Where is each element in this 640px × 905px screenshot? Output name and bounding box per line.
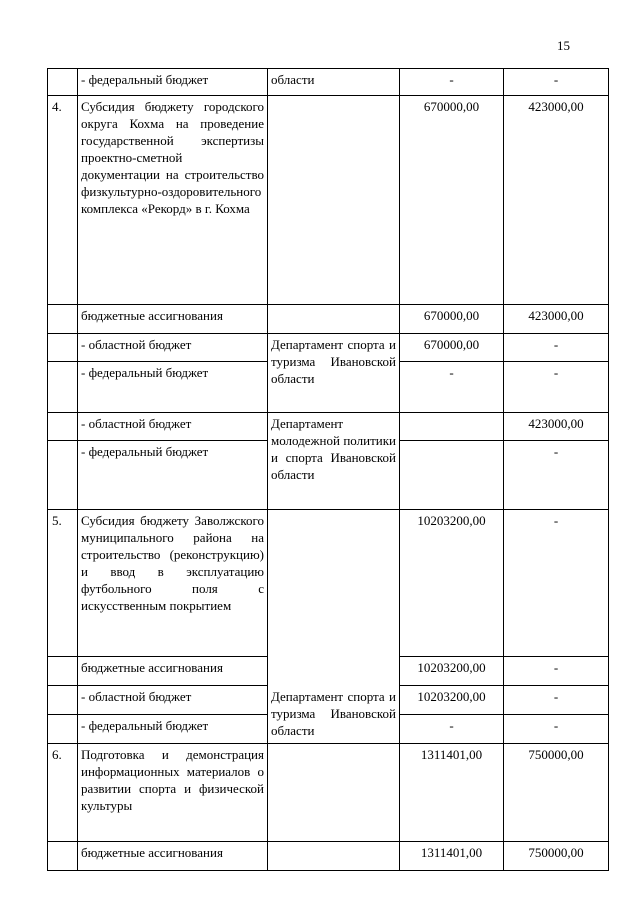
row-number-cell: 4. <box>48 96 78 305</box>
row-description-cell: Субсидия бюджету городского округа Кохма на проведение государственной экспертизы проектно-сметной документации на строительство физкультурно-оздоровительного комплекса «Рекорд» в г. Кохма <box>78 96 268 305</box>
table-row <box>48 96 609 305</box>
table-row <box>48 744 609 842</box>
amount-year2-cell: - <box>504 334 609 362</box>
amount-year2-cell: - <box>504 441 609 510</box>
amount-year1-cell <box>400 413 504 441</box>
department-cell <box>268 510 400 744</box>
department-cell: Департамент молодежной политики и спорта Ивановской области <box>268 413 400 510</box>
page-number: 15 <box>557 38 570 53</box>
department-text: Департамент спорта и туризма Ивановской области <box>271 689 396 738</box>
row-number-cell <box>48 842 78 871</box>
department-cell <box>268 842 400 871</box>
table-row <box>48 510 609 657</box>
table-row <box>48 842 609 871</box>
row-description-cell: Подготовка и демонстрация информационных материалов о развитии спорта и физической культуры <box>78 744 268 842</box>
row-description-cell: бюджетные ассигнования <box>78 657 268 686</box>
amount-year2-cell: - <box>504 69 609 96</box>
table-row <box>48 69 609 96</box>
row-number-cell <box>48 686 78 715</box>
amount-year1-cell: - <box>400 362 504 413</box>
amount-year1-cell: 670000,00 <box>400 96 504 305</box>
row-description-cell: бюджетные ассигнования <box>78 842 268 871</box>
amount-year2-cell: - <box>504 715 609 744</box>
row-number-cell <box>48 305 78 334</box>
amount-year1-cell: 670000,00 <box>400 305 504 334</box>
amount-year1-cell: 1311401,00 <box>400 842 504 871</box>
amount-year2-cell: - <box>504 686 609 715</box>
amount-year1-cell: - <box>400 69 504 96</box>
table-row <box>48 305 609 334</box>
department-cell <box>268 96 400 305</box>
row-description-cell: - федеральный бюджет <box>78 69 268 96</box>
department-cell <box>268 305 400 334</box>
row-number-cell <box>48 334 78 362</box>
row-description-cell: - федеральный бюджет <box>78 715 268 744</box>
row-description-cell: бюджетные ассигнования <box>78 305 268 334</box>
amount-year1-cell: 1311401,00 <box>400 744 504 842</box>
amount-year1-cell: - <box>400 715 504 744</box>
amount-year1-cell: 10203200,00 <box>400 510 504 657</box>
row-number-cell <box>48 362 78 413</box>
amount-year2-cell: - <box>504 362 609 413</box>
amount-year1-cell: 10203200,00 <box>400 686 504 715</box>
row-description-cell: - областной бюджет <box>78 334 268 362</box>
table-row <box>48 334 609 362</box>
budget-table <box>47 68 609 871</box>
table-row <box>48 413 609 441</box>
row-description-cell: Субсидия бюджету Заволжского муниципального района на строительство (реконструкцию) и ввод в эксплуатацию футбольного поля с искусственным покрытием <box>78 510 268 657</box>
amount-year1-cell: 670000,00 <box>400 334 504 362</box>
row-number-cell <box>48 715 78 744</box>
row-number-cell: 5. <box>48 510 78 657</box>
amount-year2-cell: 423000,00 <box>504 305 609 334</box>
amount-year2-cell: 423000,00 <box>504 413 609 441</box>
row-number-cell <box>48 441 78 510</box>
row-number-cell <box>48 69 78 96</box>
department-cell: Департамент спорта и туризма Ивановской области <box>268 334 400 413</box>
row-description-cell: - областной бюджет <box>78 413 268 441</box>
amount-year2-cell: 750000,00 <box>504 842 609 871</box>
amount-year2-cell: - <box>504 510 609 657</box>
amount-year2-cell: 423000,00 <box>504 96 609 305</box>
department-cell <box>268 744 400 842</box>
department-cell: области <box>268 69 400 96</box>
row-description-cell: - федеральный бюджет <box>78 441 268 510</box>
row-number-cell: 6. <box>48 744 78 842</box>
row-number-cell <box>48 657 78 686</box>
row-number-cell <box>48 413 78 441</box>
row-description-cell: - федеральный бюджет <box>78 362 268 413</box>
row-description-cell: - областной бюджет <box>78 686 268 715</box>
amount-year1-cell: 10203200,00 <box>400 657 504 686</box>
amount-year1-cell <box>400 441 504 510</box>
amount-year2-cell: - <box>504 657 609 686</box>
amount-year2-cell: 750000,00 <box>504 744 609 842</box>
